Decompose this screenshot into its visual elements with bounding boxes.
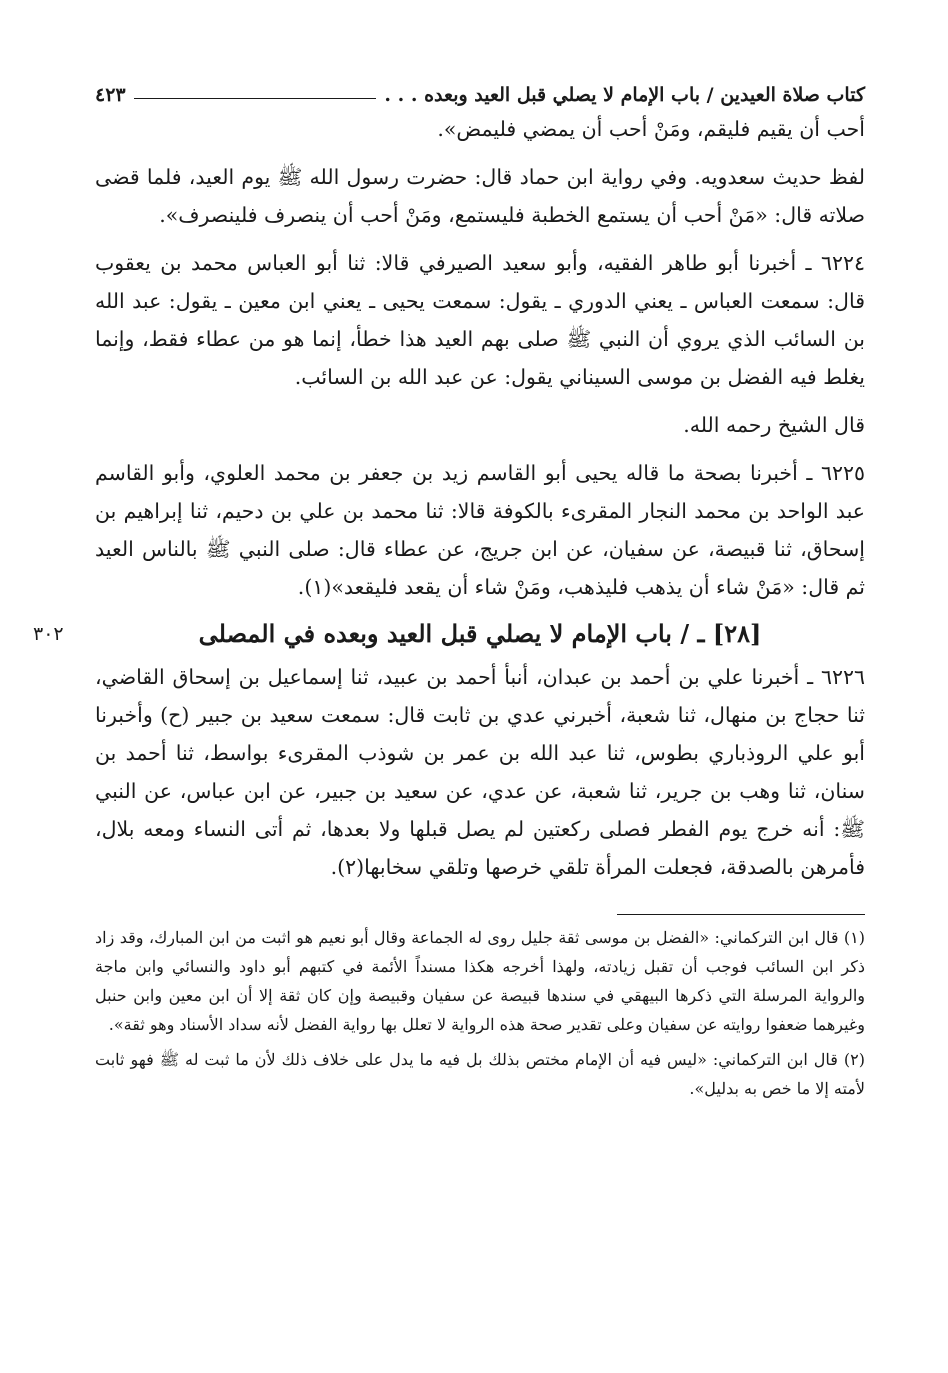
running-header [95, 72, 865, 106]
main-text [33, 110, 865, 886]
running-title: كتاب صلاة العيدين / باب الإمام لا يصلي قبل العيد وبعده . . . [384, 84, 865, 106]
paragraph-continuation: أحب أن يقيم فليقم، ومَنْ أحب أن يمضي فليمض». [437, 117, 865, 141]
book-page [33, 72, 865, 1109]
footnotes [95, 923, 865, 1103]
page-number: ٤٢٣ [95, 84, 126, 106]
hadith-6226: ٦٢٢٦ ـ أخبرنا علي بن أحمد بن عبدان، أنبأ أحمد بن عبيد، ثنا إسماعيل بن إسحاق القاضي، ثنا حجاج بن منهال، ثنا شعبة، أخبرني عدي بن ثابت قال: سمعت سعيد بن جبير (ح) وأخبرنا أبو علي الروذباري بطوس، ثنا عبد الله بن عمر بن شوذب المقرىء بواسط، ثنا أحمد بن سنان، ثنا وهب بن جرير، ثنا شعبة، عن عدي، عن سعيد بن جبير، عن ابن عباس، عن النبي ﷺ: أنه خرج يوم الفطر فصلى ركعتين لم يصل قبلها ولا بعدها، ثم أتى النساء ومعه بلال، فأمرهن بالصدقة، فجعلت المرأة تلقي خرصها وتلقي سخابها(٢). [95, 665, 865, 879]
paragraph-saadawayh: لفظ حديث سعدويه. وفي رواية ابن حماد قال: حضرت رسول الله ﷺ يوم العيد، فلما قضى صلاته قال: «مَنْ أحب أن يستمع الخطبة فليستمع، ومَنْ أحب أن ينصرف فلينصرف». [95, 165, 865, 227]
hadith-6224: ٦٢٢٤ ـ أخبرنا أبو طاهر الفقيه، وأبو سعيد الصيرفي قالا: ثنا أبو العباس محمد بن يعقوب قال: سمعت العباس ـ يعني الدوري ـ يقول: سمعت يحيى ـ يعني ابن معين ـ يقول: عبد الله بن السائب الذي يروي أن النبي ﷺ صلى بهم العيد هذا خطأ، إنما هو من عطاء فقط، وإنما يغلط فيه الفضل بن موسى السيناني يقول: عن عبد الله بن السائب. [95, 251, 865, 389]
footnote-1: (١) قال ابن التركماني: «الفضل بن موسى ثقة جليل روى له الجماعة وقال أبو نعيم هو اثبت من ابن المبارك، وقد زاد ذكر ابن السائب فوجب أن تقبل زيادته، ولهذا أخرجه هكذا مسنداً الأئمة في كتبهم أبو داود والنسائي وابن ماجة والرواية المرسلة التي ذكرها البيهقي في سندها قبيصة عن سفيان وقبيصة وإن كان ثقة إلا أن ابن معين وابن حنبل وغيرهما ضعفوا روايته عن سفيان وعلى تقدير صحة هذه الرواية لا تعلل بها رواية الفضل لأنه سداد الأسناد وهو ثقة». [95, 928, 865, 1034]
header-rule [134, 98, 377, 99]
footnote-2: (٢) قال ابن التركماني: «ليس فيه أن الإمام مختص بذلك بل فيه ما يدل على خلاف ذلك لأن ما ثبت له ﷺ فهو ثابت لأمته إلا ما خص به بدليل». [95, 1050, 865, 1098]
hadith-6225: ٦٢٢٥ ـ أخبرنا بصحة ما قاله يحيى أبو القاسم زيد بن جعفر بن محمد العلوي، وأبو القاسم عبد الواحد بن محمد النجار المقرىء بالكوفة قالا: ثنا محمد بن علي بن دحيم، ثنا إبراهيم بن إسحاق، ثنا قبيصة، عن سفيان، عن ابن جريج، عن عطاء قال: صلى النبي ﷺ بالناس العيد ثم قال: «مَنْ شاء أن يذهب فليذهب، ومَنْ شاء أن يقعد فليقعد»(١). [95, 461, 865, 599]
footnote-separator [617, 914, 865, 915]
section-heading [33, 614, 865, 654]
section-title: [٢٨] ـ / باب الإمام لا يصلي قبل العيد وبعده في المصلى [198, 619, 762, 648]
margin-page-number: ٣٠٢ [33, 623, 64, 645]
paragraph-sheikh: قال الشيخ رحمه الله. [683, 413, 865, 437]
